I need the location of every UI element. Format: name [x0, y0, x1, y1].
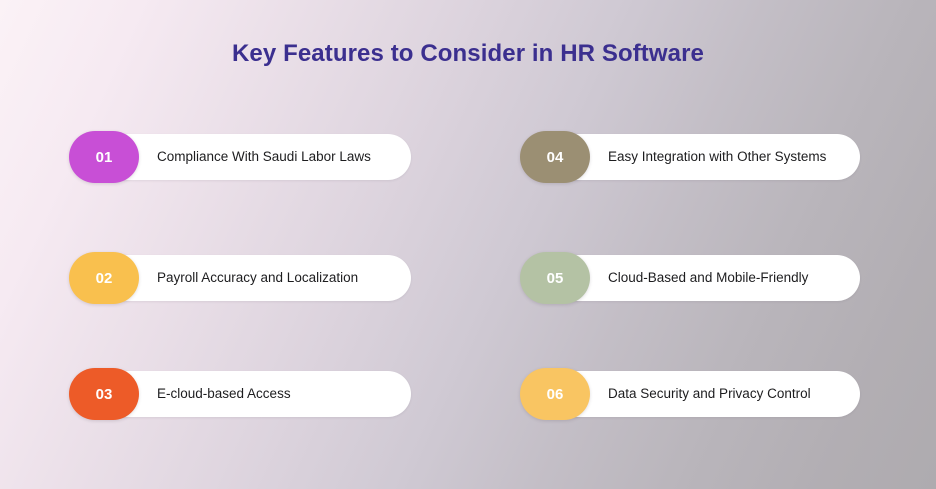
feature-label: Data Security and Privacy Control — [608, 385, 811, 401]
feature-number-badge: 04 — [520, 131, 590, 183]
feature-item-03[interactable] — [69, 371, 411, 417]
feature-item-05[interactable] — [520, 255, 860, 301]
feature-item-04[interactable] — [520, 134, 860, 180]
feature-item-06[interactable] — [520, 371, 860, 417]
feature-label: Compliance With Saudi Labor Laws — [157, 148, 371, 164]
page-title: Key Features to Consider in HR Software — [232, 40, 704, 67]
feature-number-badge: 03 — [69, 368, 139, 420]
feature-number-badge: 01 — [69, 131, 139, 183]
feature-label: Payroll Accuracy and Localization — [157, 269, 359, 285]
feature-label: Easy Integration with Other Systems — [608, 148, 827, 164]
feature-number-badge: 02 — [69, 252, 139, 304]
feature-item-01[interactable] — [69, 134, 411, 180]
feature-number-badge: 06 — [520, 368, 590, 420]
feature-number-badge: 05 — [520, 252, 590, 304]
feature-label: Cloud-Based and Mobile-Friendly — [608, 269, 809, 285]
feature-label: E-cloud-based Access — [157, 385, 291, 401]
feature-item-02[interactable] — [69, 255, 411, 301]
features-grid — [0, 124, 936, 444]
